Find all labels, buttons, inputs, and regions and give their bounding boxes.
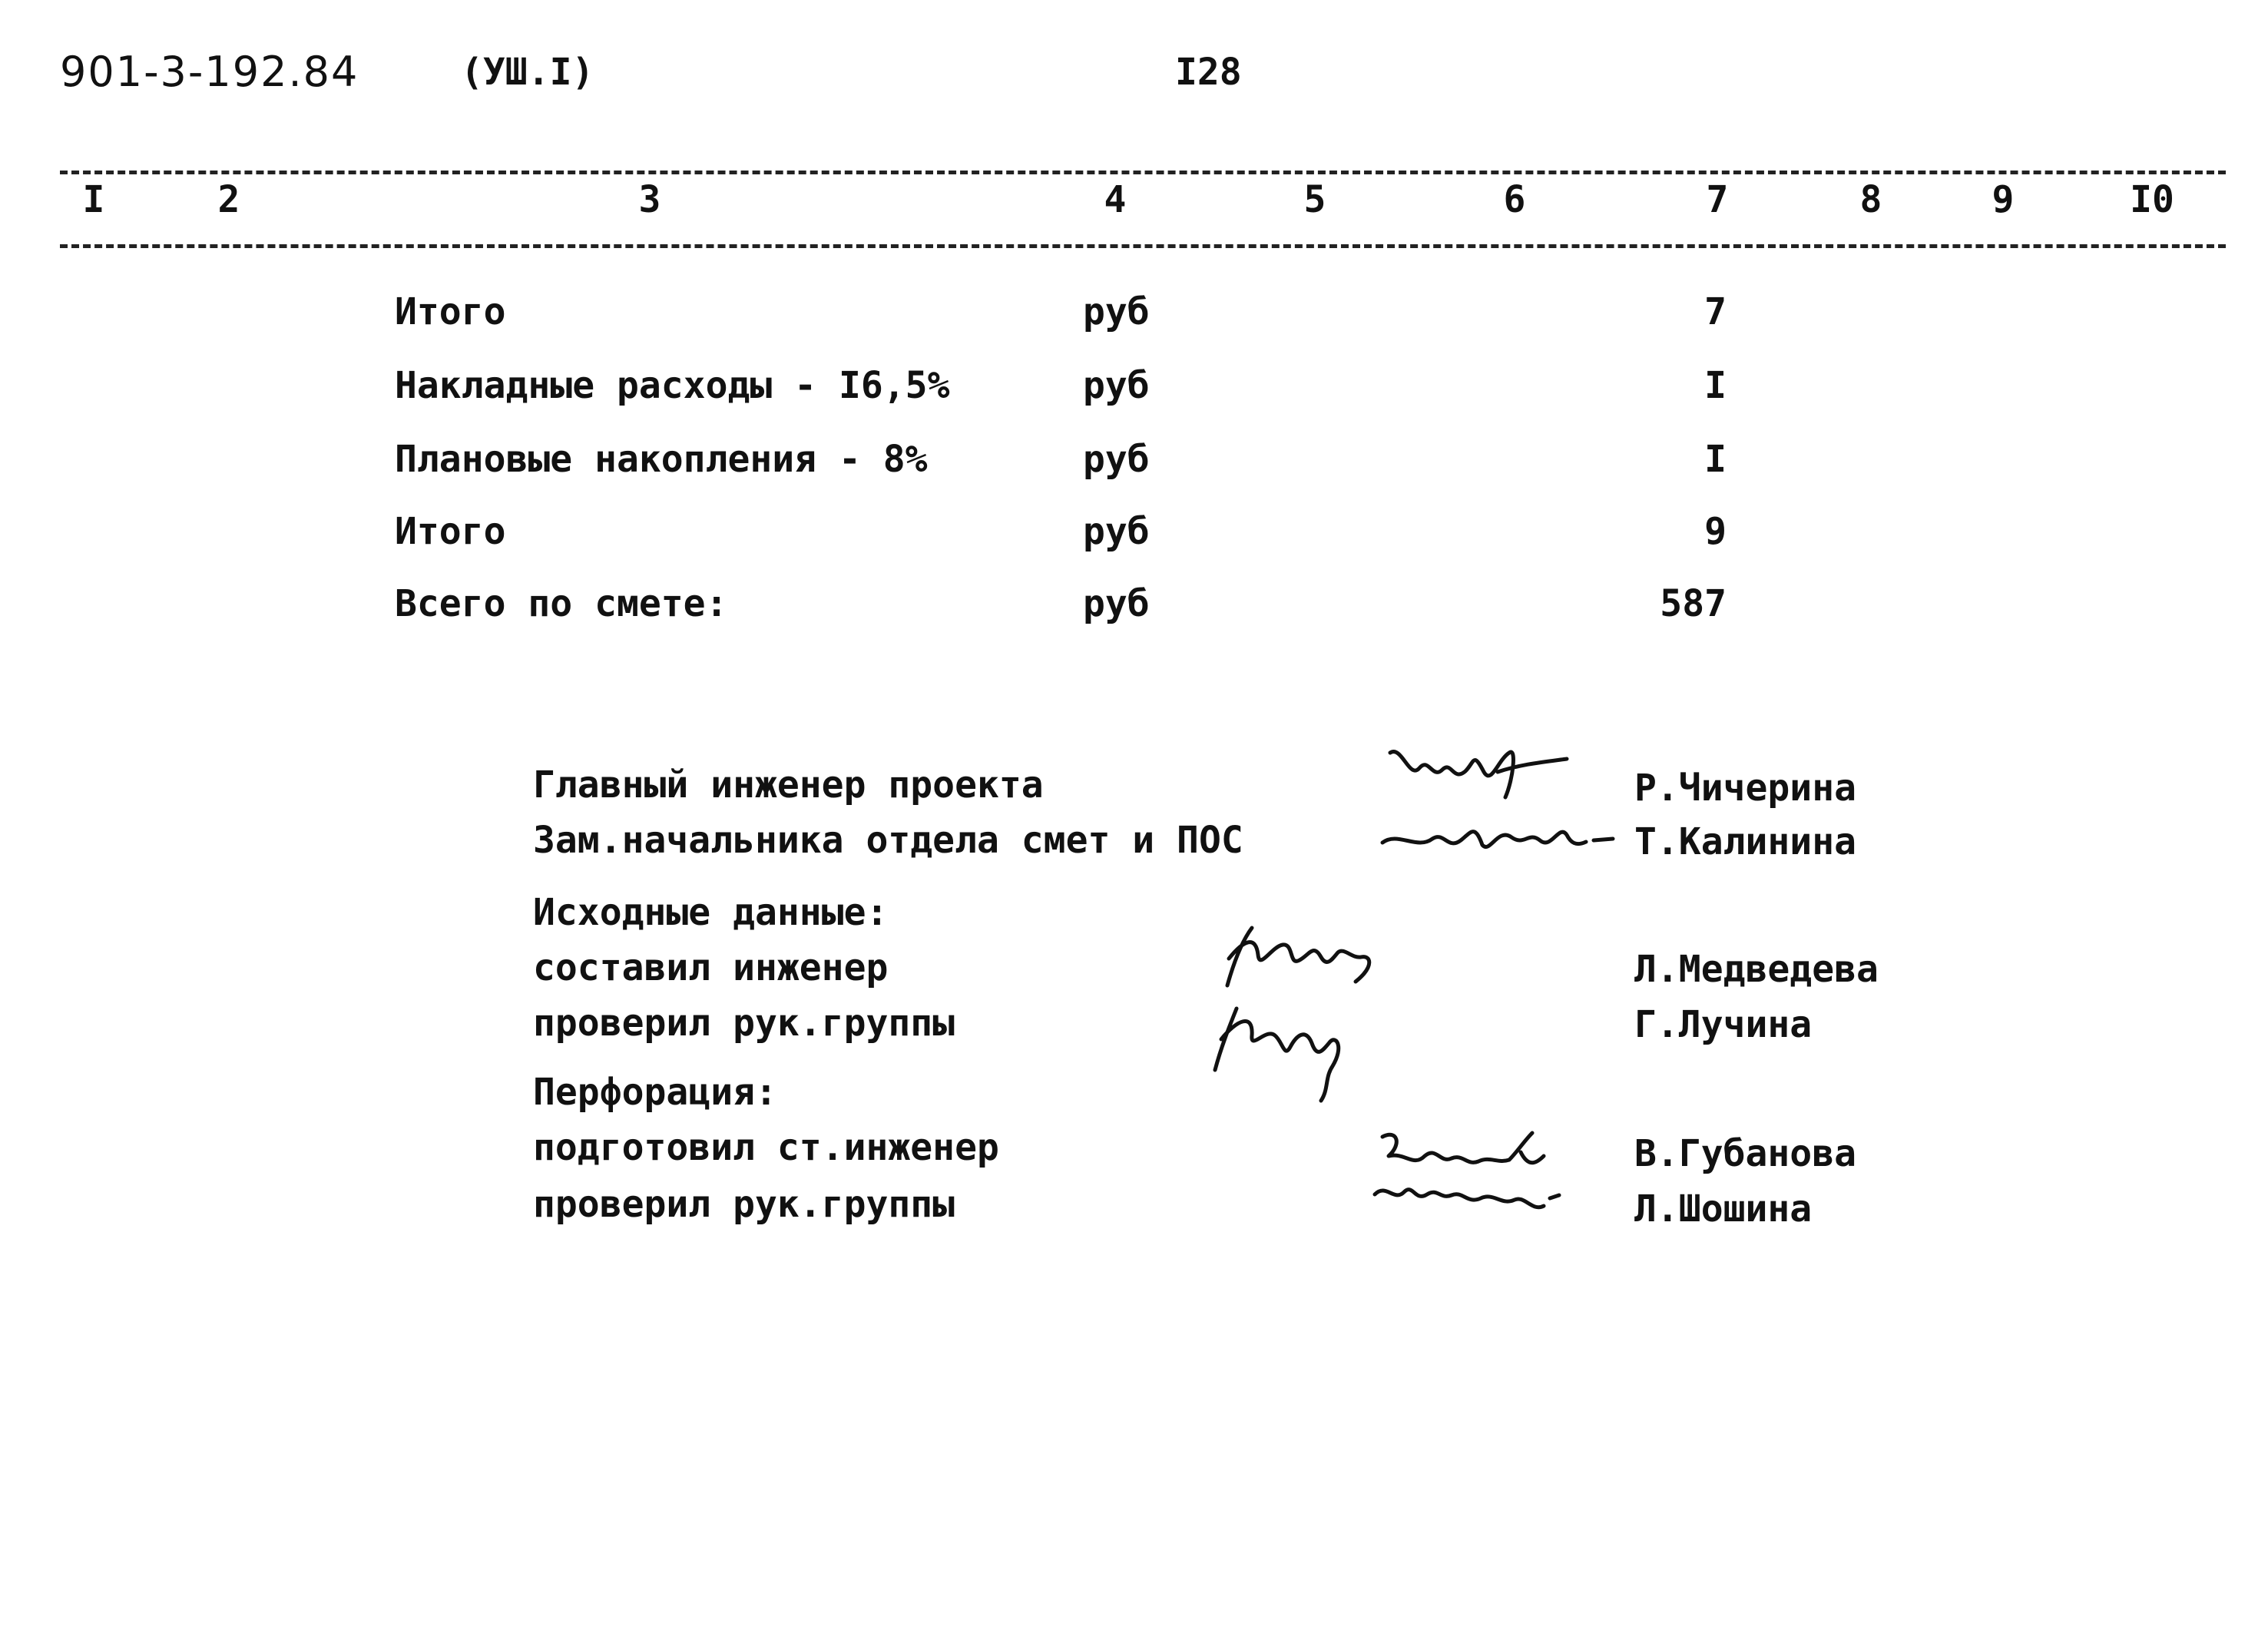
perforation-heading: Перфорация:: [533, 1071, 777, 1114]
row-grand-total-label: Всего по смете:: [395, 582, 728, 625]
deputy-head-title: Зам.начальника отдела смет и ПОС: [533, 819, 1243, 862]
row-planned-savings-label: Плановые накопления - 8%: [395, 438, 928, 481]
row-subtotal-unit: руб: [1083, 510, 1150, 553]
chief-engineer-title: Главный инженер проекта: [533, 764, 1044, 807]
column-header-3: 3: [638, 178, 661, 221]
column-header-8: 8: [1859, 178, 1882, 221]
row-grand-total-unit: руб: [1083, 582, 1150, 625]
document-code: 901-3-192.84: [60, 48, 359, 96]
row-subtotal-label: Итого: [395, 510, 506, 553]
checked-by-1-title: проверил рук.группы: [533, 1002, 955, 1045]
checked-by-1-name: Г.Лучина: [1634, 1003, 1813, 1046]
row-total-unit: руб: [1083, 290, 1150, 333]
row-planned-savings-value: I: [1704, 438, 1727, 481]
table-top-rule: [60, 171, 2226, 174]
row-overhead-unit: руб: [1083, 364, 1150, 407]
page-number: I28: [1175, 51, 1242, 94]
row-subtotal-value: 9: [1704, 510, 1727, 553]
deputy-head-signature: [1375, 808, 1621, 862]
chief-engineer-name: Р.Чичерина: [1634, 767, 1856, 810]
column-header-10: I0: [2130, 178, 2174, 221]
sheet-reference: (УШ.I): [461, 51, 594, 94]
source-data-heading: Исходные данные:: [533, 891, 889, 934]
column-header-9: 9: [1992, 178, 2015, 221]
column-header-1: I: [82, 178, 105, 221]
row-total-label: Итого: [395, 290, 506, 333]
column-header-7: 7: [1706, 178, 1729, 221]
checked-by-2-title: проверил рук.группы: [533, 1183, 955, 1226]
row-planned-savings-unit: руб: [1083, 438, 1150, 481]
compiled-by-name: Л.Медведева: [1634, 948, 1879, 991]
column-header-4: 4: [1104, 178, 1127, 221]
prepared-checked-signatures: [1367, 1121, 1567, 1229]
chief-engineer-signature: [1382, 737, 1574, 807]
compiled-by-checked-signatures: [1198, 913, 1429, 1112]
row-overhead-label: Накладные расходы - I6,5%: [395, 364, 950, 407]
column-header-2: 2: [217, 178, 240, 221]
row-grand-total-value: 587: [1660, 582, 1727, 625]
compiled-by-title: составил инженер: [533, 946, 889, 989]
table-header-bottom-rule: [60, 244, 2226, 248]
row-total-value: 7: [1704, 290, 1727, 333]
prepared-by-name: В.Губанова: [1634, 1132, 1856, 1175]
column-header-5: 5: [1303, 178, 1326, 221]
column-header-6: 6: [1503, 178, 1526, 221]
row-overhead-value: I: [1704, 364, 1727, 407]
deputy-head-name: Т.Калинина: [1634, 820, 1856, 863]
checked-by-2-name: Л.Шошина: [1634, 1187, 1813, 1231]
prepared-by-title: подготовил ст.инженер: [533, 1126, 999, 1169]
